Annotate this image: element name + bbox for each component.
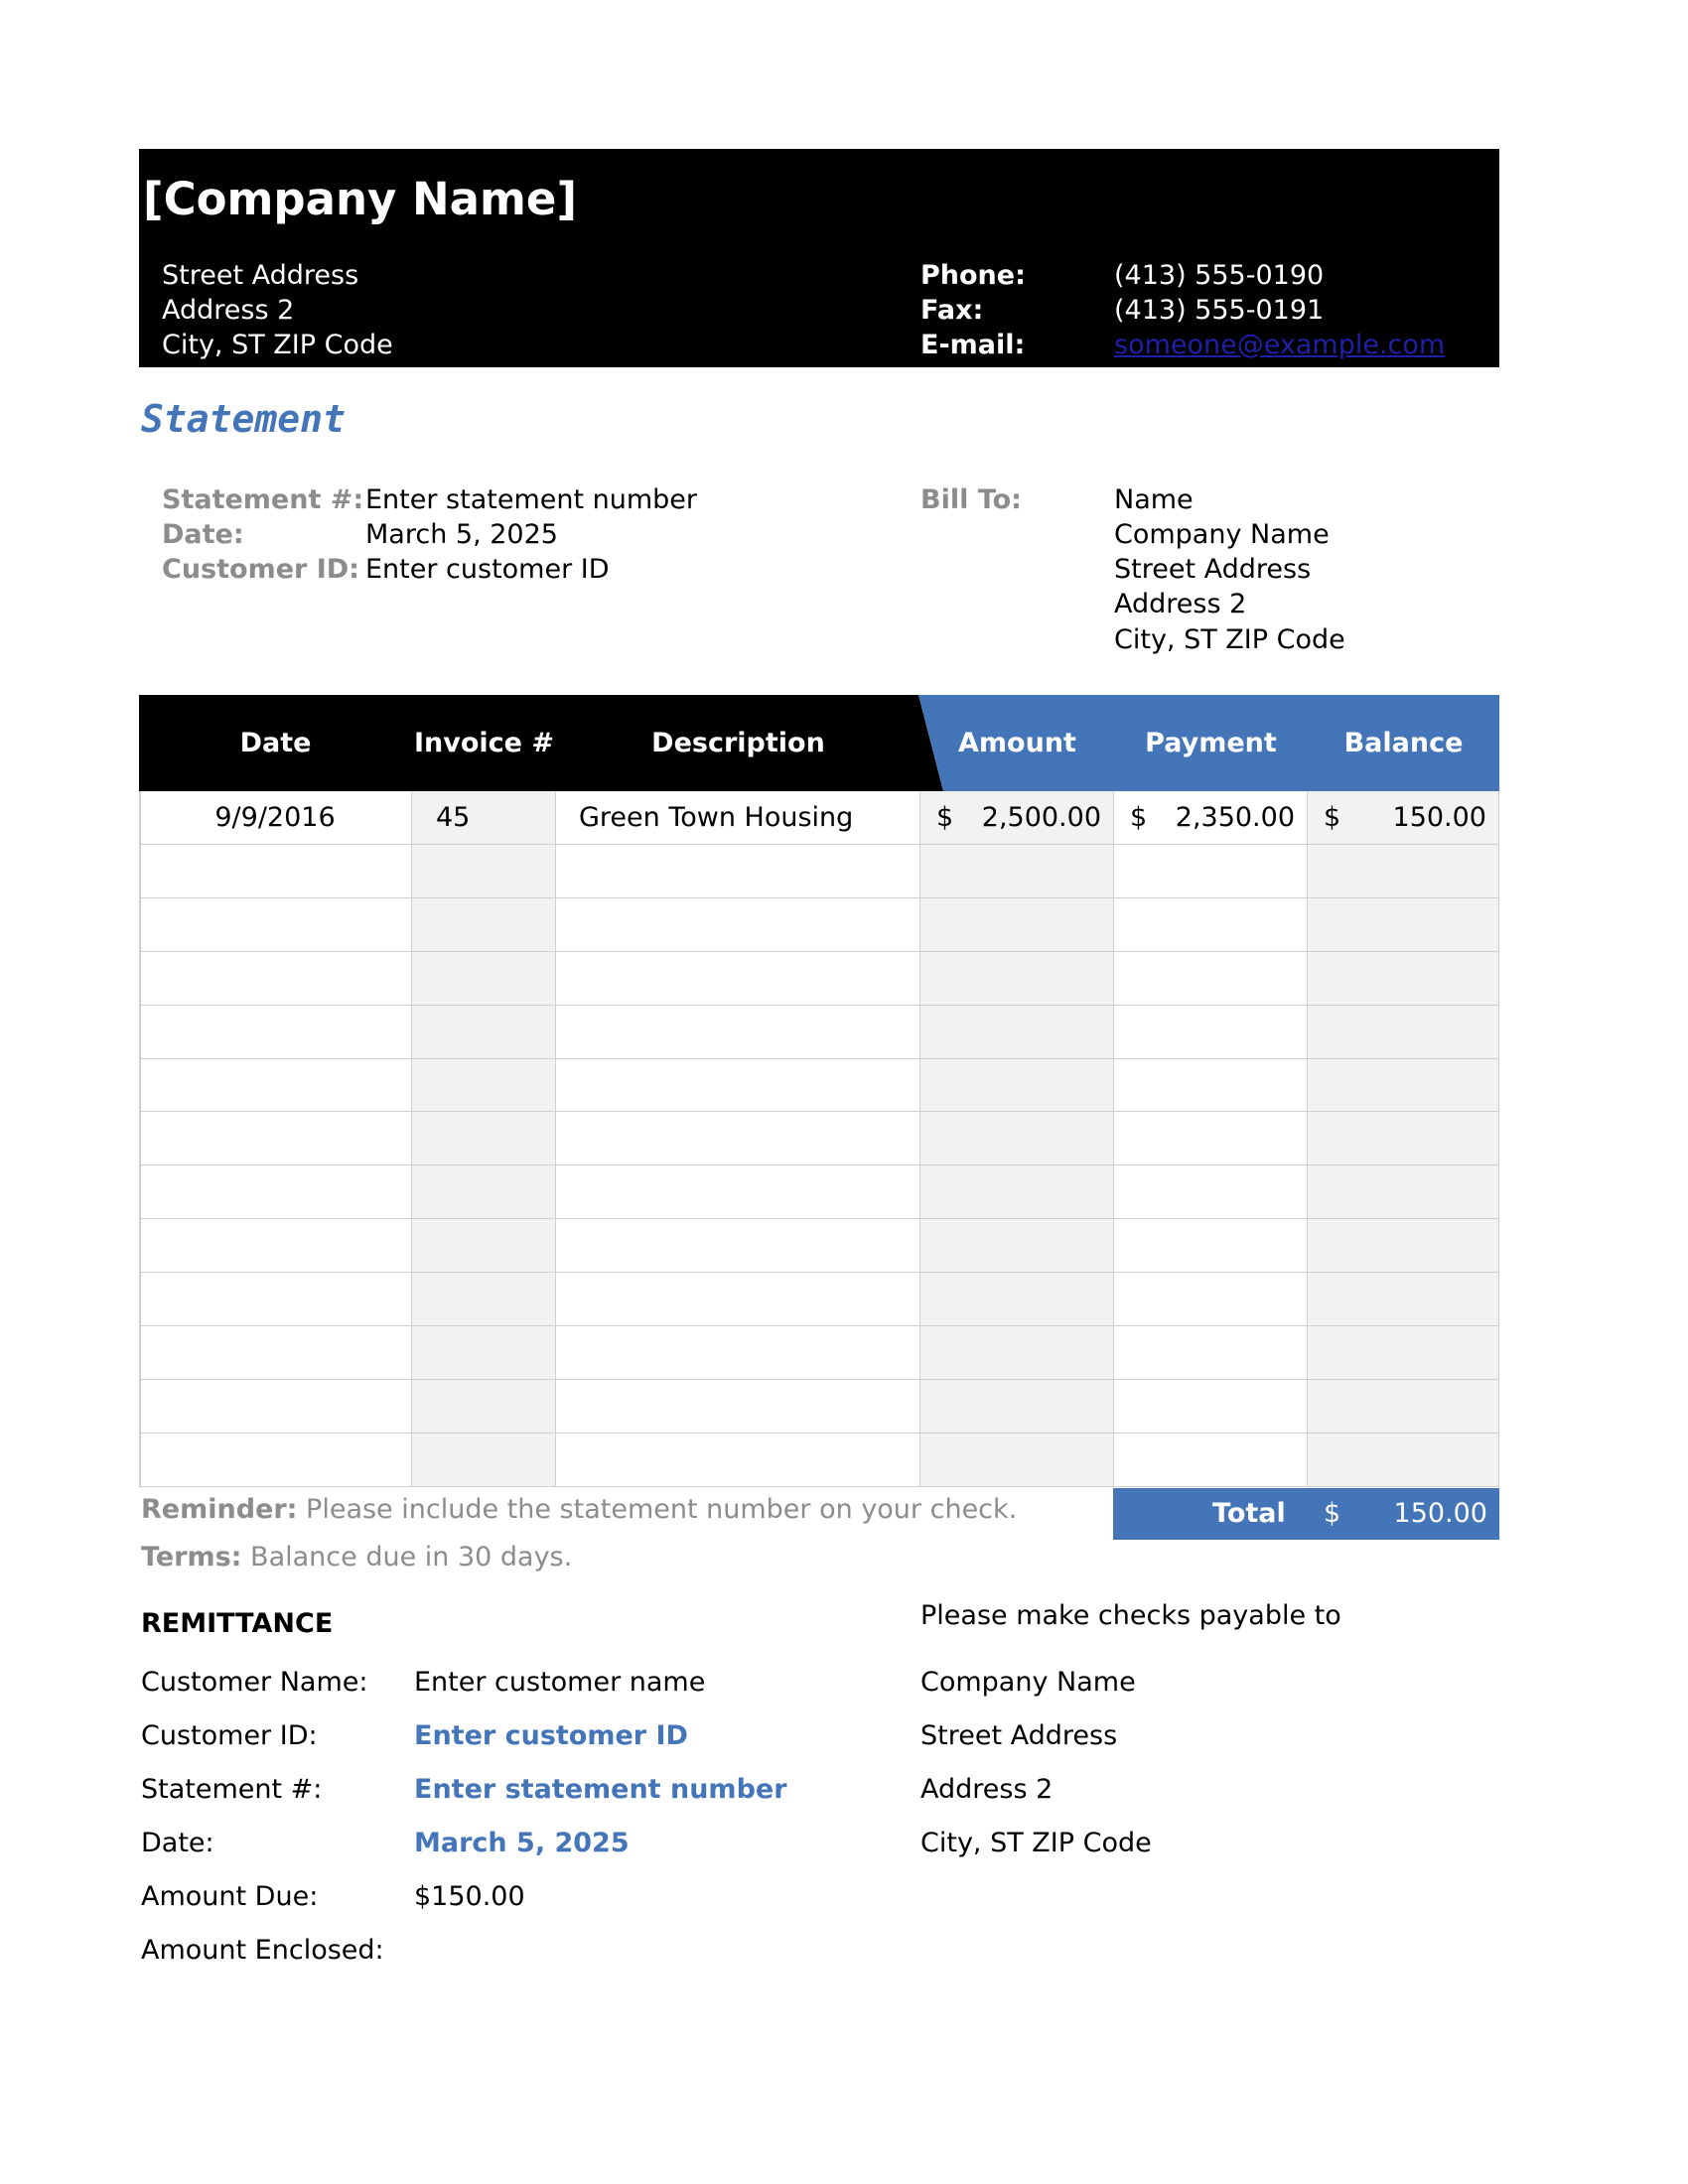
empty-cell[interactable] — [412, 1112, 556, 1165]
empty-cell[interactable] — [920, 1165, 1114, 1219]
customer-name-label: Customer Name: — [141, 1667, 368, 1698]
empty-cell[interactable] — [556, 898, 920, 952]
payable-address — [920, 1656, 1152, 1870]
empty-cell[interactable] — [1308, 1433, 1499, 1487]
company-address-line-2: Address 2 — [162, 295, 295, 326]
empty-cell[interactable] — [1114, 1433, 1308, 1487]
empty-cell[interactable] — [920, 1219, 1114, 1273]
empty-cell[interactable] — [1114, 1273, 1308, 1326]
bill-to-city[interactable]: City, ST ZIP Code — [1114, 624, 1345, 655]
currency-symbol: $ — [1324, 802, 1341, 833]
empty-cell[interactable] — [412, 1273, 556, 1326]
empty-cell[interactable] — [1308, 898, 1499, 952]
row-1-description[interactable]: Green Town Housing — [556, 791, 920, 845]
row-1-amount[interactable] — [920, 791, 1114, 845]
empty-cell[interactable] — [1308, 1165, 1499, 1219]
empty-cell[interactable] — [1308, 952, 1499, 1006]
company-address-line-3: City, ST ZIP Code — [162, 330, 393, 360]
company-header — [139, 149, 1499, 367]
empty-cell[interactable] — [556, 952, 920, 1006]
column-header-balance: Balance — [1343, 728, 1464, 758]
empty-cell[interactable] — [1114, 845, 1308, 898]
empty-cell[interactable] — [1114, 1059, 1308, 1112]
empty-cell[interactable] — [556, 1112, 920, 1165]
empty-cell[interactable] — [1308, 845, 1499, 898]
empty-cell[interactable] — [139, 1006, 412, 1059]
empty-cell[interactable] — [412, 845, 556, 898]
empty-cell[interactable] — [1114, 1326, 1308, 1380]
payable-heading: Please make checks payable to — [920, 1600, 1341, 1631]
terms-text: Balance due in 30 days. — [241, 1542, 573, 1572]
empty-cell[interactable] — [920, 1380, 1114, 1433]
company-name: [Company Name] — [143, 173, 578, 225]
total-value: 150.00 — [1393, 1498, 1487, 1529]
remittance-values — [414, 1656, 787, 1924]
date-label: Date: — [162, 519, 244, 550]
empty-cell[interactable] — [1308, 1059, 1499, 1112]
bill-to-address-2[interactable]: Address 2 — [1114, 589, 1247, 619]
customer-id-value[interactable]: Enter customer ID — [365, 554, 610, 585]
empty-cell[interactable] — [920, 1273, 1114, 1326]
empty-cell[interactable] — [1308, 1112, 1499, 1165]
empty-cell[interactable] — [412, 1326, 556, 1380]
statement-number-value[interactable]: Enter statement number — [365, 484, 698, 515]
empty-cell[interactable] — [139, 1219, 412, 1273]
empty-cell[interactable] — [139, 1380, 412, 1433]
terms-note — [141, 1542, 572, 1572]
date-value[interactable]: March 5, 2025 — [365, 519, 558, 550]
empty-cell[interactable] — [412, 1006, 556, 1059]
table-body — [139, 791, 1499, 1487]
empty-cell[interactable] — [1114, 1165, 1308, 1219]
total-box — [1113, 1488, 1499, 1540]
total-currency: $ — [1324, 1498, 1341, 1529]
empty-cell[interactable] — [1308, 1006, 1499, 1059]
empty-cell[interactable] — [1308, 1380, 1499, 1433]
empty-cell[interactable] — [920, 1112, 1114, 1165]
remit-date-value[interactable]: March 5, 2025 — [414, 1828, 630, 1858]
phone-label: Phone: — [920, 260, 1026, 291]
reminder-note — [141, 1494, 1017, 1525]
payable-city: City, ST ZIP Code — [920, 1828, 1152, 1858]
empty-cell[interactable] — [556, 1380, 920, 1433]
row-1-balance[interactable] — [1308, 791, 1499, 845]
payable-street: Street Address — [920, 1720, 1118, 1751]
currency-symbol: $ — [1130, 802, 1148, 833]
empty-cell[interactable] — [139, 1273, 412, 1326]
empty-cell[interactable] — [920, 952, 1114, 1006]
empty-cell[interactable] — [412, 952, 556, 1006]
empty-cell[interactable] — [556, 1433, 920, 1487]
empty-cell[interactable] — [412, 1380, 556, 1433]
empty-cell[interactable] — [556, 1059, 920, 1112]
customer-id-label: Customer ID: — [162, 554, 359, 585]
remit-statement-number-value[interactable]: Enter statement number — [414, 1774, 787, 1805]
empty-cell[interactable] — [1114, 898, 1308, 952]
row-1-payment[interactable] — [1114, 791, 1308, 845]
empty-cell[interactable] — [556, 1165, 920, 1219]
bill-to-street[interactable]: Street Address — [1114, 554, 1312, 585]
row-1-date[interactable]: 9/9/2016 — [139, 791, 412, 845]
document-title: Statement — [141, 397, 346, 441]
column-header-invoice: Invoice # — [413, 728, 554, 758]
empty-cell[interactable] — [139, 845, 412, 898]
empty-cell[interactable] — [139, 1059, 412, 1112]
amount-due-label: Amount Due: — [141, 1881, 319, 1912]
payable-address-2: Address 2 — [920, 1774, 1054, 1805]
payment-value: 2,350.00 — [1175, 802, 1295, 833]
bill-to-company[interactable]: Company Name — [1114, 519, 1330, 550]
empty-cell[interactable] — [139, 1433, 412, 1487]
empty-cell[interactable] — [412, 1219, 556, 1273]
remit-statement-number-label: Statement #: — [141, 1774, 323, 1805]
remittance-labels — [141, 1656, 384, 1978]
remit-date-label: Date: — [141, 1828, 214, 1858]
bill-to-name[interactable]: Name — [1114, 484, 1194, 515]
bill-to-label: Bill To: — [920, 484, 1022, 515]
amount-enclosed-label: Amount Enclosed: — [141, 1935, 384, 1966]
empty-cell[interactable] — [139, 898, 412, 952]
payable-company: Company Name — [920, 1667, 1136, 1698]
remit-customer-id-label: Customer ID: — [141, 1720, 318, 1751]
fax-label: Fax: — [920, 295, 984, 326]
empty-cell[interactable] — [920, 1433, 1114, 1487]
amount-due-value[interactable]: $150.00 — [414, 1881, 525, 1912]
empty-cell[interactable] — [556, 845, 920, 898]
empty-cell[interactable] — [556, 1006, 920, 1059]
empty-cell[interactable] — [139, 1326, 412, 1380]
terms-label: Terms: — [141, 1542, 242, 1572]
email-label: E-mail: — [920, 330, 1026, 360]
reminder-label: Reminder: — [141, 1494, 298, 1525]
empty-cell[interactable] — [1308, 1273, 1499, 1326]
column-header-description: Description — [651, 728, 825, 758]
column-header-amount: Amount — [958, 728, 1076, 758]
reminder-text: Please include the statement number on your check. — [297, 1494, 1018, 1525]
empty-cell[interactable] — [412, 1433, 556, 1487]
empty-cell[interactable] — [1114, 1380, 1308, 1433]
total-label: Total — [1212, 1498, 1286, 1529]
empty-cell[interactable] — [920, 898, 1114, 952]
company-address-line-1: Street Address — [162, 260, 359, 291]
empty-cell[interactable] — [920, 845, 1114, 898]
empty-cell[interactable] — [920, 1059, 1114, 1112]
empty-cell[interactable] — [556, 1273, 920, 1326]
empty-cell[interactable] — [556, 1326, 920, 1380]
empty-cell[interactable] — [1308, 1326, 1499, 1380]
row-1-invoice[interactable]: 45 — [412, 791, 556, 845]
column-header-date: Date — [239, 728, 312, 758]
statement-number-label: Statement #: — [162, 484, 364, 515]
empty-cell[interactable] — [1114, 1219, 1308, 1273]
empty-cell[interactable] — [139, 1165, 412, 1219]
empty-cell[interactable] — [139, 1112, 412, 1165]
empty-cell[interactable] — [1114, 1112, 1308, 1165]
customer-name-value[interactable]: Enter customer name — [414, 1667, 706, 1698]
empty-cell[interactable] — [920, 1326, 1114, 1380]
balance-value: 150.00 — [1392, 802, 1486, 833]
empty-cell[interactable] — [412, 1165, 556, 1219]
empty-cell[interactable] — [412, 1059, 556, 1112]
phone-value: (413) 555-0190 — [1114, 260, 1325, 291]
email-link[interactable]: someone@example.com — [1114, 330, 1446, 360]
empty-cell[interactable] — [412, 898, 556, 952]
remittance-heading: REMITTANCE — [141, 1608, 334, 1639]
empty-cell[interactable] — [556, 1219, 920, 1273]
fax-value: (413) 555-0191 — [1114, 295, 1325, 326]
amount-value: 2,500.00 — [981, 802, 1101, 833]
empty-cell[interactable] — [139, 952, 412, 1006]
empty-cell[interactable] — [920, 1006, 1114, 1059]
empty-cell[interactable] — [1114, 952, 1308, 1006]
remit-customer-id-value[interactable]: Enter customer ID — [414, 1720, 688, 1751]
empty-cell[interactable] — [1114, 1006, 1308, 1059]
empty-cell[interactable] — [1308, 1219, 1499, 1273]
currency-symbol: $ — [936, 802, 954, 833]
column-header-payment: Payment — [1145, 728, 1277, 758]
